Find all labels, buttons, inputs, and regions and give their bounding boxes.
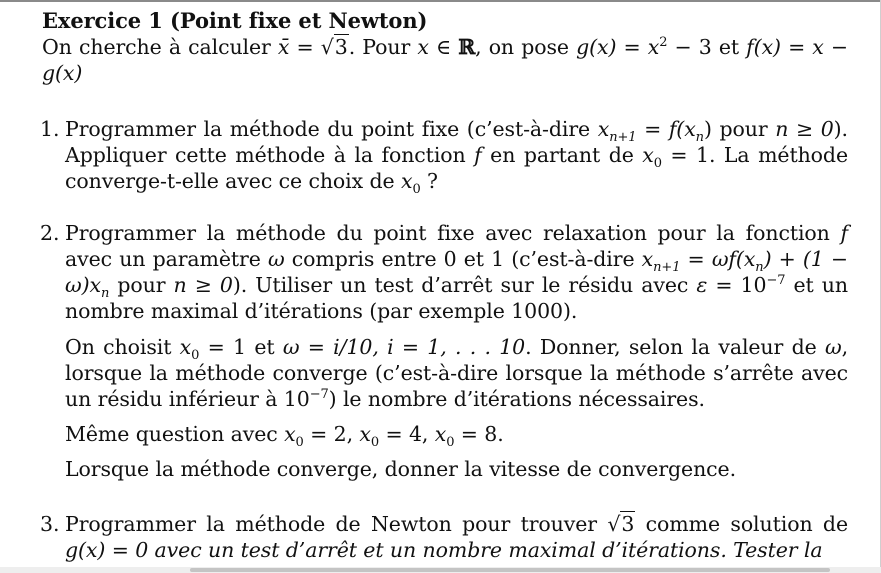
- question-list: [42, 116, 848, 563]
- exercise-title: Exercice 1 (Point fixe et Newton): [42, 8, 428, 33]
- question-2-paragraph-2: On choisit $x_0 = 1$ et ω = i/10, i = 1, . . . 10. Donner, selon la valeur de ω, lorsque la méthode converge (c’est-à-dire lorsque la méthode s’arrête avec un résidu inférieur à $10^{-7}$) le nombre d’itérations nécessaires.: [65, 335, 848, 411]
- question-3-text: Programmer la méthode de Newton pour trouver √3 comme solution de g(x) = 0 avec un test d’arrêt et un nombre maximal d’itérations. Tester la: [65, 512, 848, 562]
- sqrt-3: √3: [607, 512, 635, 536]
- question-2-paragraph-4: Lorsque la méthode converge, donner la vitesse de convergence.: [65, 457, 737, 481]
- horizontal-scrollbar[interactable]: [0, 567, 881, 573]
- top-border: [0, 0, 881, 2]
- xbar-symbol: x̄: [277, 35, 290, 59]
- sqrt-3: √3: [320, 35, 348, 59]
- document-page: [42, 8, 848, 563]
- real-numbers-symbol: ℝ: [458, 35, 476, 59]
- question-3: [42, 511, 848, 563]
- scrollbar-thumb[interactable]: [190, 568, 830, 572]
- question-number: 2.: [40, 221, 60, 245]
- question-2: [42, 220, 848, 482]
- question-2-text: Programmer la méthode du point fixe avec relaxation pour la fonction f avec un paramètre ω compris entre 0 et 1 (c’est-à-dire $x_{n+1} = \omega f(x_n) + (1 - \omega)x_n$ pour n ≥ 0). Utiliser un test d’arrêt sur le résidu avec $\varepsilon = 10^{-7}$ et un nombre maximal d’itérations (par exemple 1000).: [65, 221, 848, 323]
- question-number: 3.: [40, 512, 60, 536]
- question-2-paragraph-3: Même question avec $x_0 = 2$, $x_0 = 4$, $x_0 = 8$.: [65, 422, 504, 451]
- question-number: 1.: [40, 117, 60, 141]
- question-1: [40, 116, 848, 198]
- question-1-text: Programmer la méthode du point fixe (c’est-à-dire $x_{n+1} = f(x_n)$ pour n ≥ 0). Appliquer cette méthode à la fonction f en partant de $x_0 = 1$. La méthode converge-t-elle avec ce choix de $x_0$ ?: [65, 117, 848, 198]
- intro-paragraph: On cherche à calculer x̄ = √3. Pour x ∈ ℝ, on pose $g(x) = x^2 - 3$ et f(x) = x − g(x): [42, 35, 848, 85]
